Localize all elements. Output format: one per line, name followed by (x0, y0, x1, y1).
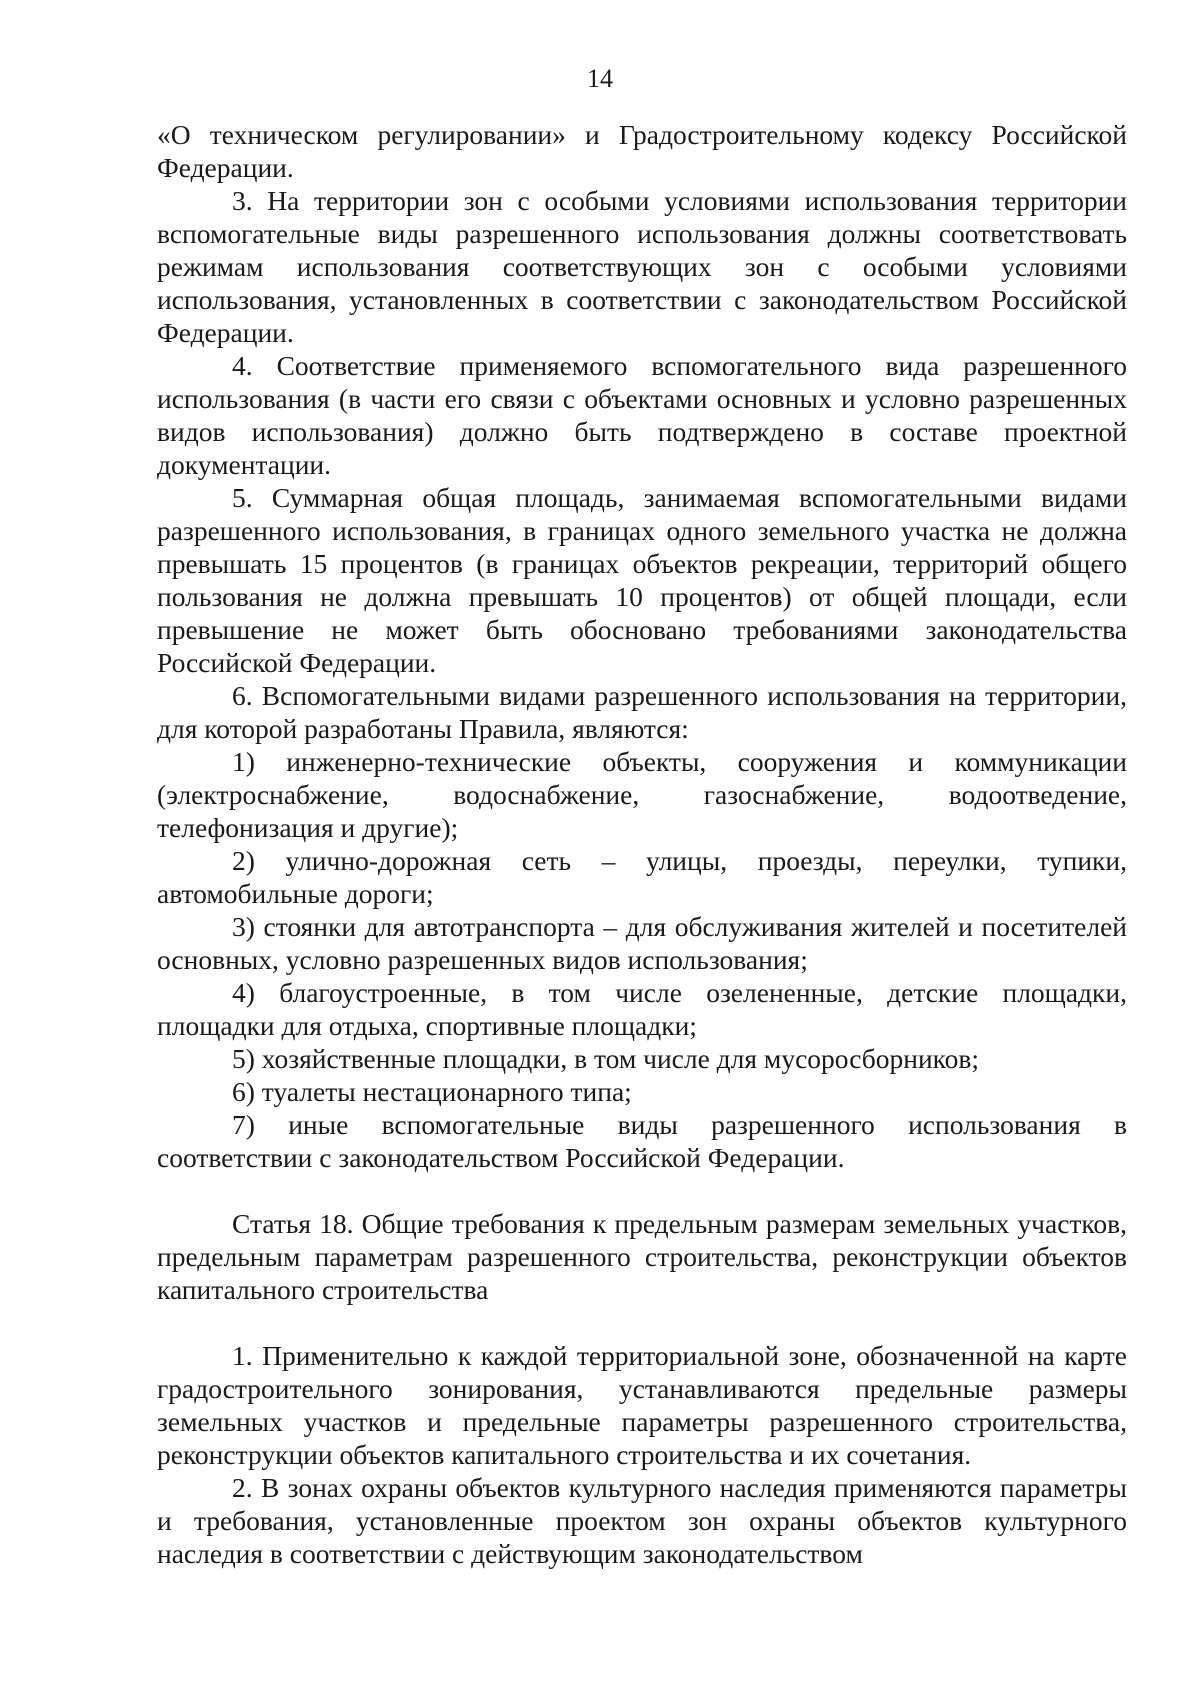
paragraph-item-6: 6. Вспомогательными видами разрешенного использования на территории, для которой разработаны Правила, являются: (157, 680, 1127, 744)
list-item-6: 6) туалеты нестационарного типа; (232, 1076, 632, 1107)
list-item-7: 7) иные вспомогательные виды разрешенного использования в соответствии с законодательством Российской Федерации. (157, 1109, 1127, 1173)
list-item-3: 3) стоянки для автотранспорта – для обслуживания жителей и посетителей основных, условно разрешенных видов использования; (157, 911, 1127, 975)
list-item-1: 1) инженерно-технические объекты, сооружения и коммуникации (электроснабжение, водоснабжение, газоснабжение, водоотведение, телефонизация и другие); (157, 746, 1127, 843)
document-body (157, 118, 1127, 1570)
paragraph-continuation: «О техническом регулировании» и Градостроительному кодексу Российской Федерации. (157, 119, 1127, 183)
list-item-5: 5) хозяйственные площадки, в том числе для мусоросборников; (232, 1043, 980, 1074)
paragraph-item-3: 3. На территории зон с особыми условиями использования территории вспомогательные виды разрешенного использования должны соответствовать режимам использования соответствующих зон с особыми условиями использования, установленных в соответствии с законодательством Российской Федерации. (157, 185, 1127, 348)
paragraph-item-5: 5. Суммарная общая площадь, занимаемая вспомогательными видами разрешенного использования, в границах одного земельного участка не должна превышать 15 процентов (в границах объектов рекреации, территорий общего пользования не должна превышать 10 процентов) от общей площади, если превышение не может быть обосновано требованиями законодательства Российской Федерации. (157, 482, 1127, 678)
article-paragraph-2: 2. В зонах охраны объектов культурного наследия применяются параметры и требования, установленные проектом зон охраны объектов культурного наследия в соответствии с действующим законодательством (157, 1472, 1127, 1569)
list-item-4: 4) благоустроенные, в том числе озелененные, детские площадки, площадки для отдыха, спортивные площадки; (157, 977, 1127, 1041)
paragraph-item-4: 4. Соответствие применяемого вспомогательного вида разрешенного использования (в части его связи с объектами основных и условно разрешенных видов использования) должно быть подтверждено в составе проектной документации. (157, 350, 1127, 480)
article-heading: Статья 18. Общие требования к предельным размерам земельных участков, предельным параметрам разрешенного строительства, реконструкции объектов капитального строительства (157, 1208, 1127, 1305)
page-number: 14 (587, 64, 613, 93)
list-item-2: 2) улично-дорожная сеть – улицы, проезды, переулки, тупики, автомобильные дороги; (157, 845, 1127, 909)
article-paragraph-1: 1. Применительно к каждой территориальной зоне, обозначенной на карте градостроительного зонирования, устанавливаются предельные размеры земельных участков и предельные параметры разрешенного строительства, реконструкции объектов капитального строительства и их сочетания. (157, 1340, 1127, 1470)
